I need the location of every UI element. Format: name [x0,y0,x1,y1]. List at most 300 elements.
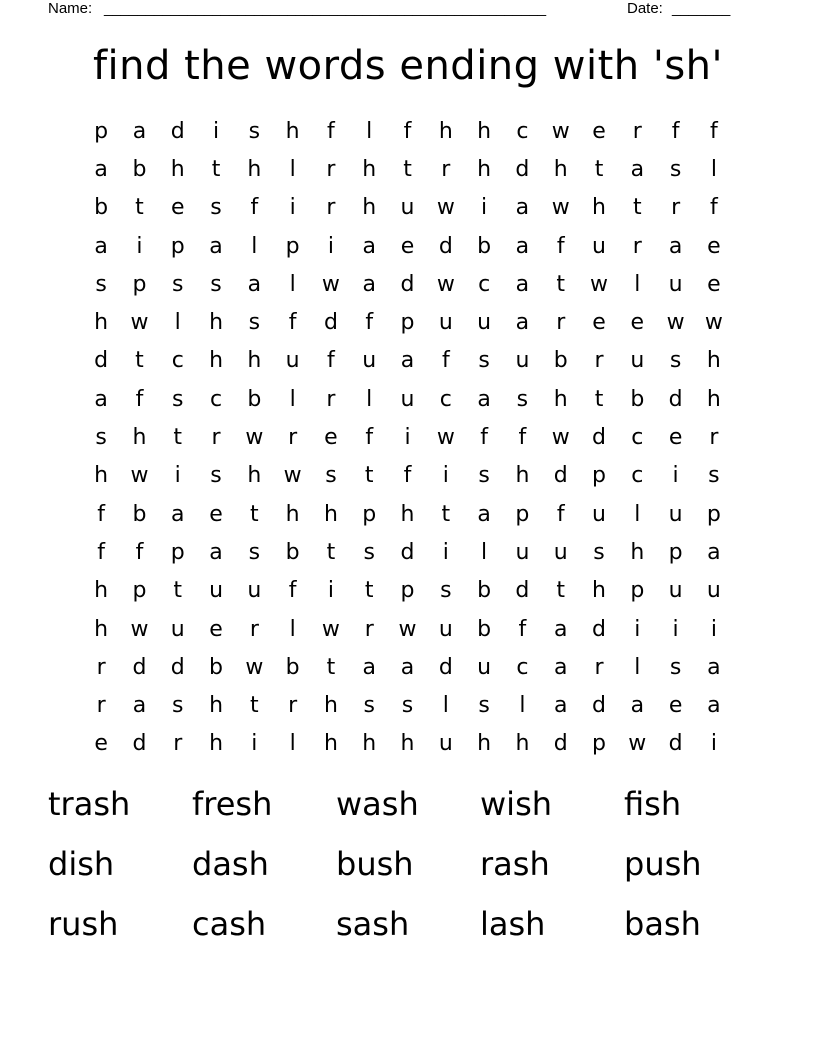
grid-letter[interactable]: u [668,578,683,604]
grid-letter[interactable]: a [94,233,108,259]
grid-letter[interactable]: s [363,539,375,565]
grid-letter[interactable]: h [553,156,568,182]
grid-letter[interactable]: s [95,425,107,451]
grid-letter[interactable]: s [478,463,490,489]
grid-letter[interactable]: t [556,578,566,604]
grid-letter[interactable]: u [630,348,645,374]
grid-letter[interactable]: i [251,731,258,757]
grid-letter[interactable]: e [668,425,683,451]
grid-letter[interactable]: a [707,539,721,565]
grid-letter[interactable]: f [250,195,259,221]
grid-letter[interactable]: h [706,386,721,412]
grid-letter[interactable]: d [592,425,606,451]
grid-letter[interactable]: f [327,118,335,144]
grid-letter[interactable]: w [130,616,149,642]
grid-letter[interactable]: f [403,463,412,489]
grid-letter[interactable]: s [325,463,337,489]
grid-letter[interactable]: t [326,654,336,680]
grid-letter[interactable]: e [592,118,606,144]
grid-letter[interactable]: a [553,616,568,642]
grid-letter[interactable]: a [94,386,108,412]
grid-letter[interactable]: p [362,501,377,527]
grid-letter[interactable]: a [400,348,415,374]
grid-letter[interactable]: i [289,195,296,221]
grid-letter[interactable]: a [630,693,645,719]
grid-letter[interactable]: a [477,501,491,527]
word-bank-item: lash [480,905,546,943]
grid-letter[interactable]: l [289,386,296,412]
grid-letter[interactable]: i [327,233,334,259]
grid-letter[interactable]: u [438,310,453,336]
grid-letter[interactable]: t [135,195,144,221]
grid-letter[interactable]: i [672,616,679,642]
grid-letter[interactable]: a [362,233,376,259]
grid-letter[interactable]: w [551,195,570,221]
date-blank-line[interactable]: _______ [672,0,731,17]
grid-letter[interactable]: h [209,693,224,719]
grid-letter[interactable]: h [706,348,721,374]
grid-letter[interactable]: f [671,118,680,144]
grid-letter[interactable]: b [285,539,300,565]
grid-letter[interactable]: t [250,693,259,719]
grid-letter[interactable]: a [132,693,147,719]
grid-letter[interactable]: w [245,425,264,451]
grid-letter[interactable]: r [211,425,221,451]
grid-letter[interactable]: f [710,195,718,221]
grid-letter[interactable]: u [400,386,415,412]
grid-letter[interactable]: w [398,616,417,642]
grid-letter[interactable]: h [285,118,300,144]
grid-letter[interactable]: d [132,654,147,680]
grid-letter[interactable]: f [327,348,335,374]
grid-letter[interactable]: b [553,348,568,374]
grid-letter[interactable]: l [519,693,526,719]
grid-letter[interactable]: u [209,578,224,604]
grid-letter[interactable]: a [553,693,568,719]
grid-letter[interactable]: s [210,463,222,489]
grid-letter[interactable]: w [628,731,647,757]
grid-letter[interactable]: t [211,156,221,182]
grid-letter[interactable]: p [170,233,185,259]
grid-letter[interactable]: b [630,386,645,412]
grid-letter[interactable]: i [634,616,641,642]
grid-letter[interactable]: s [172,386,184,412]
grid-letter[interactable]: s [172,271,184,297]
word-bank-item: bush [336,845,414,883]
grid-letter[interactable]: t [594,156,604,182]
grid-letter[interactable]: t [441,501,451,527]
grid-letter[interactable]: u [592,233,606,259]
grid-letter[interactable]: i [404,425,411,451]
grid-letter[interactable]: t [594,386,604,412]
grid-letter[interactable]: e [592,310,606,336]
grid-letter[interactable]: l [634,501,641,527]
grid-letter[interactable]: s [478,348,490,374]
grid-letter[interactable]: u [477,654,492,680]
grid-letter[interactable]: a [400,654,415,680]
grid-letter[interactable]: d [553,463,568,489]
grid-letter[interactable]: a [515,271,530,297]
grid-letter[interactable]: h [247,156,262,182]
grid-letter[interactable]: f [518,425,527,451]
grid-letter[interactable]: d [94,348,109,374]
grid-letter[interactable]: i [710,731,717,757]
grid-letter[interactable]: i [442,539,449,565]
grid-letter[interactable]: i [327,578,334,604]
grid-letter[interactable]: t [632,195,642,221]
grid-letter[interactable]: r [671,195,681,221]
grid-letter[interactable]: s [669,156,682,182]
grid-letter[interactable]: l [289,271,296,297]
grid-letter[interactable]: w [321,271,340,297]
grid-letter[interactable]: u [553,539,568,565]
grid-letter[interactable]: p [592,731,606,757]
grid-letter[interactable]: e [707,271,721,297]
page-title: find the words ending with 'sh' [92,43,724,89]
grid-letter[interactable]: a [668,233,683,259]
grid-letter[interactable]: d [515,156,530,182]
grid-letter[interactable]: d [170,118,185,144]
grid-letter[interactable]: h [323,501,338,527]
grid-letter[interactable]: w [130,310,149,336]
grid-letter[interactable]: h [209,731,224,757]
grid-letter[interactable]: h [592,578,606,604]
grid-letter[interactable]: r [364,616,374,642]
grid-letter[interactable]: w [551,425,570,451]
grid-letter[interactable]: i [212,118,220,144]
grid-letter[interactable]: p [706,501,721,527]
grid-letter[interactable]: p [132,271,147,297]
grid-letter[interactable]: d [592,693,606,719]
grid-letter[interactable]: s [95,271,107,297]
grid-letter[interactable]: t [364,578,374,604]
grid-letter[interactable]: u [515,348,530,374]
grid-letter[interactable]: a [94,156,108,182]
grid-letter[interactable]: a [477,386,491,412]
grid-letter[interactable]: s [440,578,452,604]
grid-letter[interactable]: u [668,271,683,297]
grid-letter[interactable]: t [173,578,183,604]
grid-letter[interactable]: h [170,156,185,182]
grid-letter[interactable]: d [438,233,453,259]
grid-letter[interactable]: t [326,539,336,565]
grid-letter[interactable]: e [209,616,223,642]
grid-letter[interactable]: f [135,539,144,565]
grid-letter[interactable]: a [515,233,530,259]
grid-letter[interactable]: a [515,310,530,336]
grid-letter[interactable]: i [136,233,143,259]
grid-letter[interactable]: l [366,118,373,144]
grid-letter[interactable]: u [438,731,453,757]
grid-letter[interactable]: h [362,195,377,221]
grid-letter[interactable]: w [436,425,455,451]
grid-letter[interactable]: f [365,425,374,451]
grid-letter[interactable]: c [516,118,529,144]
grid-letter[interactable]: r [326,386,336,412]
grid-letter[interactable]: r [594,348,604,374]
grid-letter[interactable]: u [706,578,721,604]
grid-letter[interactable]: f [710,118,718,144]
grid-letter[interactable]: c [516,654,529,680]
grid-letter[interactable]: a [707,654,721,680]
grid-letter[interactable]: r [173,731,183,757]
grid-letter[interactable]: r [288,693,298,719]
grid-letter[interactable]: d [400,539,415,565]
grid-letter[interactable]: r [441,156,451,182]
grid-letter[interactable]: a [553,654,568,680]
grid-letter[interactable]: f [403,118,412,144]
grid-letter[interactable]: h [592,195,606,221]
grid-letter[interactable]: a [209,233,223,259]
grid-letter[interactable]: i [481,195,488,221]
grid-letter[interactable]: h [323,731,338,757]
grid-letter[interactable]: a [171,501,185,527]
grid-letter[interactable]: u [285,348,300,374]
grid-letter[interactable]: s [401,693,414,719]
word-bank-item: cash [192,905,267,943]
grid-letter[interactable]: h [323,693,338,719]
grid-letter[interactable]: b [132,501,147,527]
grid-letter[interactable]: e [707,233,721,259]
grid-letter[interactable]: p [170,539,185,565]
grid-letter[interactable]: r [249,616,259,642]
grid-letter[interactable]: h [477,156,492,182]
grid-letter[interactable]: c [171,348,184,374]
grid-letter[interactable]: d [553,731,568,757]
grid-letter[interactable]: c [478,271,491,297]
grid-letter[interactable]: h [94,578,109,604]
grid-letter[interactable]: h [247,348,262,374]
grid-letter[interactable]: l [289,156,296,182]
grid-letter[interactable]: a [362,271,376,297]
grid-letter[interactable]: r [594,654,604,680]
grid-letter[interactable]: l [289,616,296,642]
grid-letter[interactable]: u [592,501,606,527]
grid-letter[interactable]: l [634,271,641,297]
grid-letter[interactable]: s [248,310,261,336]
grid-letter[interactable]: f [97,539,106,565]
grid-letter[interactable]: l [634,654,641,680]
grid-letter[interactable]: s [516,386,529,412]
grid-letter[interactable]: s [210,271,222,297]
grid-letter[interactable]: r [632,118,642,144]
grid-letter[interactable]: r [632,233,642,259]
grid-letter[interactable]: e [324,425,338,451]
grid-letter[interactable]: d [515,578,530,604]
grid-letter[interactable]: p [630,578,645,604]
grid-letter[interactable]: h [94,616,109,642]
grid-letter[interactable]: t [364,463,374,489]
grid-letter[interactable]: b [285,654,300,680]
grid-letter[interactable]: b [209,654,224,680]
grid-letter[interactable]: b [132,156,147,182]
grid-letter[interactable]: h [477,731,492,757]
grid-letter[interactable]: s [669,654,682,680]
grid-letter[interactable]: l [442,693,449,719]
grid-letter[interactable]: h [362,731,377,757]
grid-letter[interactable]: d [592,616,606,642]
grid-letter[interactable]: t [250,501,259,527]
grid-letter[interactable]: p [400,310,415,336]
name-blank-line[interactable]: _____________________________________________________ [104,0,547,17]
grid-letter[interactable]: w [551,118,570,144]
grid-letter[interactable]: h [209,348,224,374]
grid-letter[interactable]: u [477,310,492,336]
grid-letter[interactable]: u [247,578,262,604]
grid-letter[interactable]: s [669,348,682,374]
grid-letter[interactable]: f [288,578,297,604]
grid-letter[interactable]: h [477,118,492,144]
grid-letter[interactable]: l [710,156,717,182]
grid-letter[interactable]: e [94,731,108,757]
grid-letter[interactable]: f [556,233,565,259]
grid-letter[interactable]: w [245,654,264,680]
grid-letter[interactable]: c [209,386,223,412]
grid-letter[interactable]: h [553,386,568,412]
grid-letter[interactable]: e [630,310,645,336]
grid-letter[interactable]: s [248,118,261,144]
grid-letter[interactable]: h [132,425,147,451]
grid-letter[interactable]: f [365,310,374,336]
word-search-grid [82,112,733,763]
grid-letter[interactable]: e [668,693,683,719]
word-bank-item: wish [480,785,553,823]
grid-letter[interactable]: a [630,156,645,182]
grid-letter[interactable]: s [210,195,222,221]
grid-letter[interactable]: d [170,654,185,680]
grid-letter[interactable]: h [400,501,415,527]
grid-letter[interactable]: i [710,616,717,642]
grid-letter[interactable]: p [94,118,109,144]
grid-letter[interactable]: h [285,501,300,527]
grid-letter[interactable]: d [323,310,338,336]
grid-letter[interactable]: r [326,195,336,221]
word-bank-item: dash [192,845,269,883]
grid-letter[interactable]: p [515,501,530,527]
grid-letter[interactable]: p [285,233,300,259]
grid-letter[interactable]: u [438,616,453,642]
grid-letter[interactable]: u [170,616,185,642]
grid-letter[interactable]: p [132,578,147,604]
grid-letter[interactable]: p [592,463,606,489]
grid-letter[interactable]: w [436,271,455,297]
grid-letter[interactable]: d [668,731,683,757]
grid-letter[interactable]: h [515,731,530,757]
grid-letter[interactable]: u [515,539,530,565]
grid-letter[interactable]: d [400,271,415,297]
grid-letter[interactable]: e [209,501,223,527]
grid-letter[interactable]: w [130,463,149,489]
grid-letter[interactable]: r [96,693,106,719]
grid-letter[interactable]: h [515,463,530,489]
grid-letter[interactable]: r [96,654,106,680]
grid-letter[interactable]: w [666,310,685,336]
grid-letter[interactable]: t [403,156,412,182]
grid-letter[interactable]: b [477,578,492,604]
grid-letter[interactable]: h [438,118,453,144]
grid-letter[interactable]: i [672,463,679,489]
grid-letter[interactable]: h [94,463,109,489]
grid-letter[interactable]: a [515,195,530,221]
grid-letter[interactable]: w [436,195,455,221]
grid-letter[interactable]: c [631,463,644,489]
grid-letter[interactable]: l [481,539,488,565]
grid-letter[interactable]: d [668,386,683,412]
grid-letter[interactable]: s [363,693,375,719]
grid-letter[interactable]: b [477,616,492,642]
grid-letter[interactable]: t [173,425,183,451]
grid-letter[interactable]: h [630,539,645,565]
grid-letter[interactable]: a [707,693,721,719]
grid-letter[interactable]: h [362,156,377,182]
grid-letter[interactable]: h [209,310,224,336]
grid-letter[interactable]: s [593,539,605,565]
grid-letter[interactable]: a [209,539,223,565]
grid-letter[interactable]: a [132,118,147,144]
date-label: Date: [627,0,663,17]
grid-letter[interactable]: f [518,616,527,642]
grid-letter[interactable]: b [94,195,109,221]
grid-letter[interactable]: c [439,386,452,412]
grid-letter[interactable]: w [321,616,340,642]
grid-letter[interactable]: l [174,310,181,336]
grid-letter[interactable]: r [288,425,298,451]
grid-letter[interactable]: c [631,425,644,451]
grid-letter[interactable]: w [704,310,723,336]
grid-letter[interactable]: s [708,463,720,489]
grid-letter[interactable]: f [441,348,450,374]
grid-letter[interactable]: w [283,463,302,489]
grid-letter[interactable]: f [480,425,488,451]
grid-letter[interactable]: a [362,654,376,680]
grid-letter[interactable]: d [438,654,453,680]
grid-letter[interactable]: f [135,386,144,412]
grid-letter[interactable]: p [668,539,683,565]
grid-letter[interactable]: h [94,310,109,336]
grid-letter[interactable]: i [442,463,449,489]
grid-letter[interactable]: a [247,271,262,297]
grid-letter[interactable]: b [247,386,262,412]
grid-letter[interactable]: t [556,271,566,297]
grid-letter[interactable]: t [135,348,144,374]
grid-letter[interactable]: p [400,578,415,604]
grid-letter[interactable]: u [668,501,683,527]
grid-letter[interactable]: w [590,271,608,297]
grid-letter[interactable]: d [132,731,147,757]
grid-letter[interactable]: f [97,501,106,527]
grid-letter[interactable]: l [366,386,373,412]
grid-letter[interactable]: s [248,539,261,565]
grid-letter[interactable]: f [288,310,297,336]
grid-letter[interactable]: h [247,463,262,489]
grid-letter[interactable]: e [400,233,415,259]
grid-letter[interactable]: h [400,731,415,757]
grid-letter[interactable]: u [362,348,377,374]
grid-letter[interactable]: r [326,156,336,182]
grid-letter[interactable]: i [174,463,181,489]
grid-letter[interactable]: r [556,310,566,336]
grid-letter[interactable]: f [556,501,565,527]
grid-letter[interactable]: b [477,233,492,259]
grid-letter[interactable]: u [400,195,415,221]
grid-letter[interactable]: l [289,731,296,757]
grid-letter[interactable]: s [478,693,490,719]
grid-letter[interactable]: l [251,233,258,259]
name-label: Name: [48,0,93,17]
grid-letter[interactable]: e [170,195,185,221]
grid-letter[interactable]: r [709,425,719,451]
grid-letter[interactable]: s [172,693,184,719]
